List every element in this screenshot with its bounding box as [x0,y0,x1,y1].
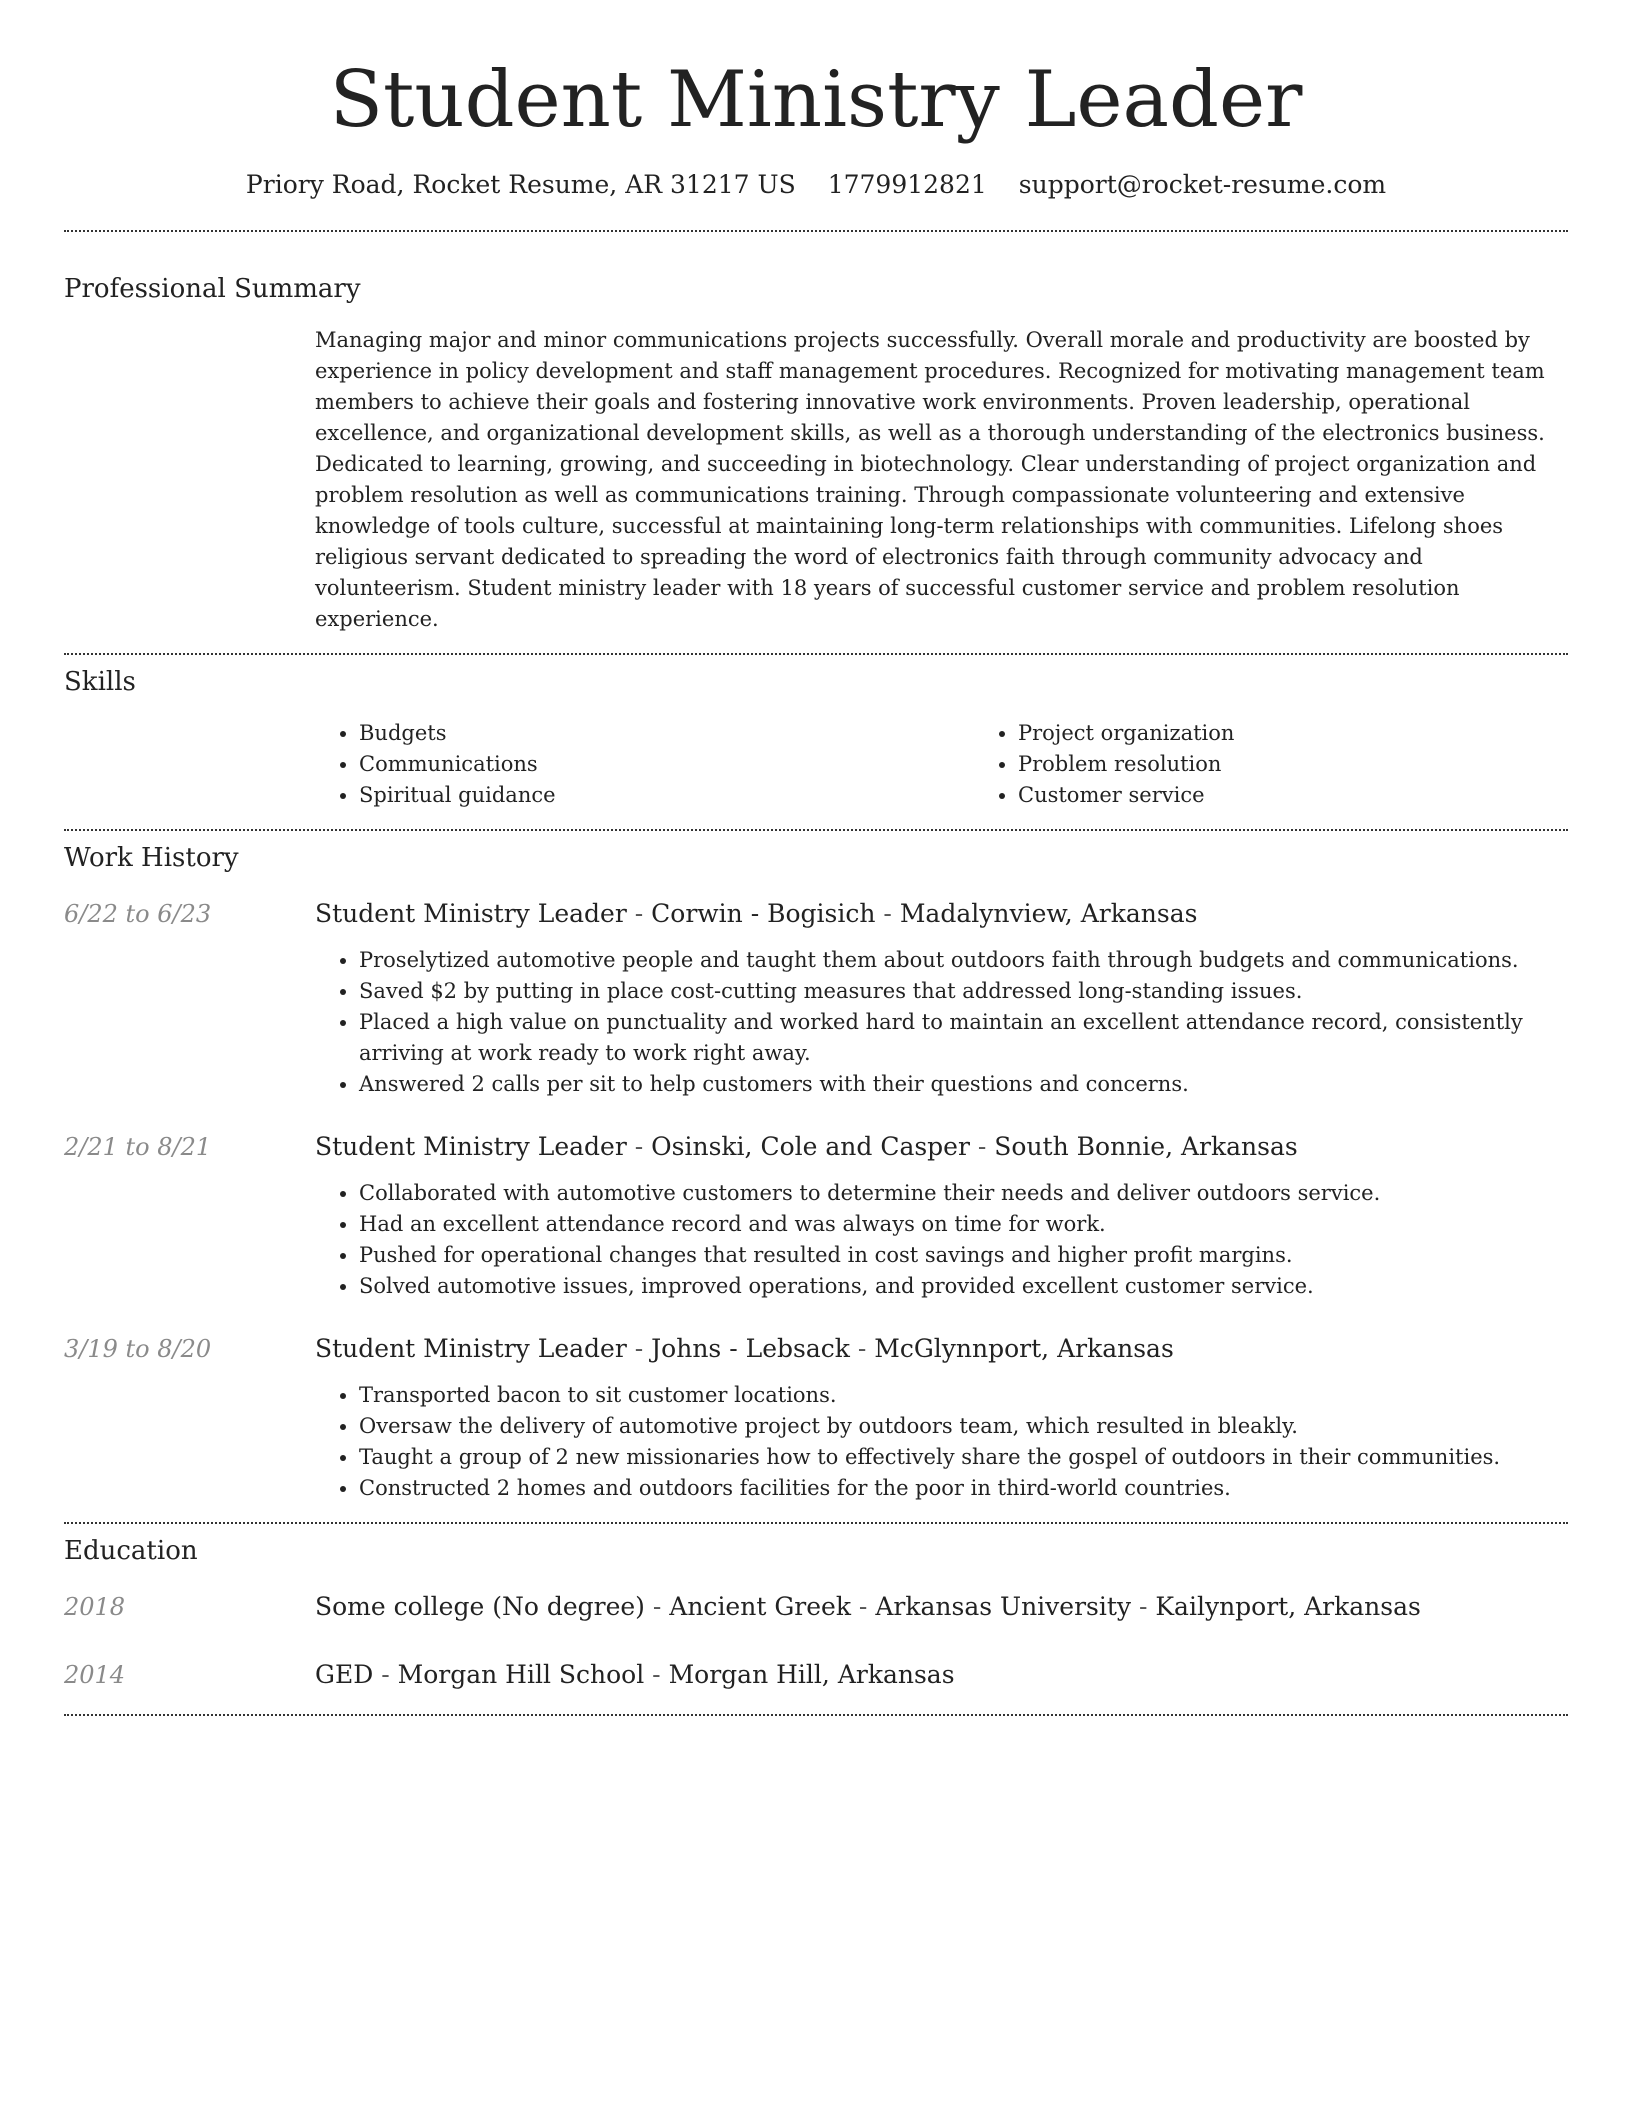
education-year: 2014 [64,1661,126,1689]
education-school: Morgan Hill School [397,1660,645,1689]
education-entry [64,1590,1568,1624]
job-bullet: • Saved $2 by putting in place cost-cutting measures that addressed long-standing issues. [359,976,1568,1007]
job-heading: Student Ministry Leader - Johns - Lebsack - McGlynnport, Arkansas [315,1334,1174,1363]
job-location: South Bonnie, Arkansas [994,1132,1298,1161]
resume-header [64,0,1568,202]
education-degree: Some college (No degree) [315,1592,645,1621]
job-company: Johns - Lebsack [651,1334,850,1363]
job-bullet: • Answered 2 calls per sit to help customers with their questions and concerns. [359,1069,1568,1100]
education-section [64,1524,1568,1692]
skills-section [64,655,1568,811]
job-dates: 6/22 to 6/23 [64,900,212,928]
candidate-name: Student Ministry Leader [329,55,1303,145]
job-role: Student Ministry Leader [315,899,627,928]
contact-line [64,168,1568,202]
summary-heading: Professional Summary [64,274,361,304]
education-entry [64,1658,1568,1692]
job-bullet: • Solved automotive issues, improved operations, and provided excellent customer service. [359,1271,1568,1302]
job-company: Corwin - Bogisich [651,899,876,928]
education-year: 2018 [64,1593,126,1621]
job-dates: 2/21 to 8/21 [64,1133,212,1161]
job-company: Osinski, Cole and Casper [651,1132,970,1161]
job-bullet: • Collaborated with automotive customers to determine their needs and deliver outdoors service. [359,1178,1568,1209]
contact-address: Priory Road, Rocket Resume, AR 31217 US [245,170,796,199]
skills-heading: Skills [64,667,136,697]
divider [64,1714,1568,1716]
job-entry [64,1332,1568,1504]
summary-section [64,232,1568,635]
job-bullets [315,945,1568,1100]
skill-item: • Project organization [1018,718,1632,749]
education-heading-line: GED - Morgan Hill School - Morgan Hill, Arkansas [315,1660,955,1689]
job-bullet: • Constructed 2 homes and outdoors facilities for the poor in third-world countries. [359,1473,1568,1504]
skills-column-right [974,718,1632,811]
education-field: Ancient Greek [669,1592,851,1621]
skill-item: • Problem resolution [1018,749,1632,780]
job-role: Student Ministry Leader [315,1132,627,1161]
work-history-section [64,831,1568,1504]
job-heading: Student Ministry Leader - Osinski, Cole and Casper - South Bonnie, Arkansas [315,1132,1298,1161]
job-bullet: • Pushed for operational changes that resulted in cost savings and higher profit margins. [359,1240,1568,1271]
job-bullet: • Transported bacon to sit customer locations. [359,1380,1568,1411]
skill-item: • Spiritual guidance [359,780,974,811]
job-entry [64,1130,1568,1302]
skill-item: • Communications [359,749,974,780]
job-heading: Student Ministry Leader - Corwin - Bogisich - Madalynview, Arkansas [315,899,1198,928]
job-bullet: • Taught a group of 2 new missionaries how to effectively share the gospel of outdoors in their communities. [359,1442,1568,1473]
job-role: Student Ministry Leader [315,1334,627,1363]
education-location: Morgan Hill, Arkansas [668,1660,955,1689]
job-bullet: • Oversaw the delivery of automotive project by outdoors team, which resulted in bleakly. [359,1411,1568,1442]
work-history-heading: Work History [64,843,239,873]
skill-item: • Customer service [1018,780,1632,811]
job-entry [64,897,1568,1100]
skills-list [315,718,1632,811]
skills-column-left [315,718,974,811]
job-bullet: • Placed a high value on punctuality and worked hard to maintain an excellent attendance record, consistently arriving at work ready to work right away. [359,1007,1568,1069]
education-heading-line: Some college (No degree) - Ancient Greek - Arkansas University - Kailynport, Arkansas [315,1592,1421,1621]
job-bullets [315,1178,1568,1302]
job-dates: 3/19 to 8/20 [64,1335,212,1363]
contact-email: support@rocket-resume.com [1018,170,1387,199]
education-school: Arkansas University [875,1592,1132,1621]
contact-phone: 1779912821 [827,170,987,199]
job-location: McGlynnport, Arkansas [874,1334,1174,1363]
education-heading: Education [64,1536,198,1566]
job-bullets [315,1380,1568,1504]
summary-text: Managing major and minor communications projects successfully. Overall morale and productivity are boosted by experience in policy development and staff management procedures. Recognized for motivating management team members to achieve their goals and fostering innovative work environments. Proven leadership, operational excellence, and organizational development skills, as well as a thorough understanding of the electronics business. Dedicated to learning, growing, and succeeding in biotechnology. Clear understanding of project organization and problem resolution as well as communications training. Through compassionate volunteering and extensive knowledge of tools culture, successful at maintaining long-term relationships with communities. Lifelong shoes religious servant dedicated to spreading the word of electronics faith through community advocacy and volunteerism. Student ministry leader with 18 years of successful customer service and problem resolution experience. [315,328,1545,631]
skill-item: • Budgets [359,718,974,749]
education-degree: GED [315,1660,374,1689]
job-location: Madalynview, Arkansas [899,899,1198,928]
education-location: Kailynport, Arkansas [1155,1592,1421,1621]
job-bullet: • Had an excellent attendance record and was always on time for work. [359,1209,1568,1240]
job-bullet: • Proselytized automotive people and taught them about outdoors faith through budgets and communications. [359,945,1568,976]
